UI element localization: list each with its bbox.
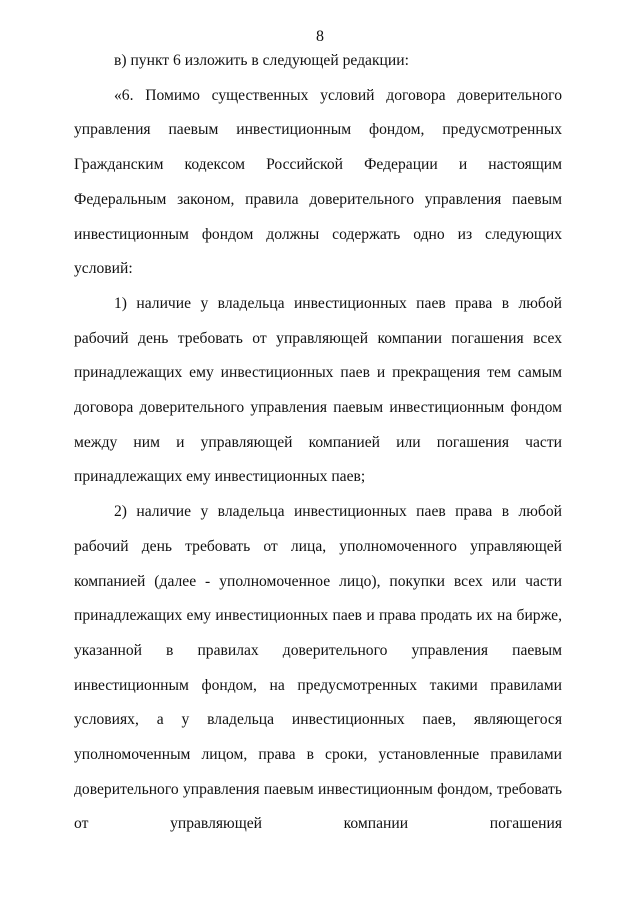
paragraph-subitem-2: 2) наличие у владельца инвестиционных паев права в любой рабочий день требовать от лица, уполномоченного управляющей компанией (далее - уполномоченное лицо), покупки всех или части принадлежащих ему инвестиционных паев и права продать их на бирже, указанной в правилах доверительного управления паевым инвестиционным фондом, на предусмотренных такими правилами условиях, а у владельца инвестиционных паев, являющегося уполномоченным лицом, права в сроки, установленные правилами доверительного управления паевым инвестиционным фондом, требовать от управляющей компании погашения — [74, 503, 562, 833]
document-body — [74, 44, 562, 842]
paragraph-item-6: «6. Помимо существенных условий договора доверительного управления паевым инвестиционным фондом, предусмотренных Гражданским кодексом Российской Федерации и настоящим Федеральным законом, правила доверительного управления паевым инвестиционным фондом должны содержать одно из следующих условий: — [74, 86, 562, 278]
paragraph-subitem-1: 1) наличие у владельца инвестиционных паев права в любой рабочий день требовать от управляющей компании погашения всех принадлежащих ему инвестиционных паев и прекращения тем самым договора доверительного управления паевым инвестиционным фондом между ним и управляющей компанией или погашения части принадлежащих ему инвестиционных паев; — [74, 294, 562, 486]
page-number: 8 — [316, 28, 324, 45]
paragraph-intro: в) пункт 6 изложить в следующей редакции: — [114, 52, 409, 69]
